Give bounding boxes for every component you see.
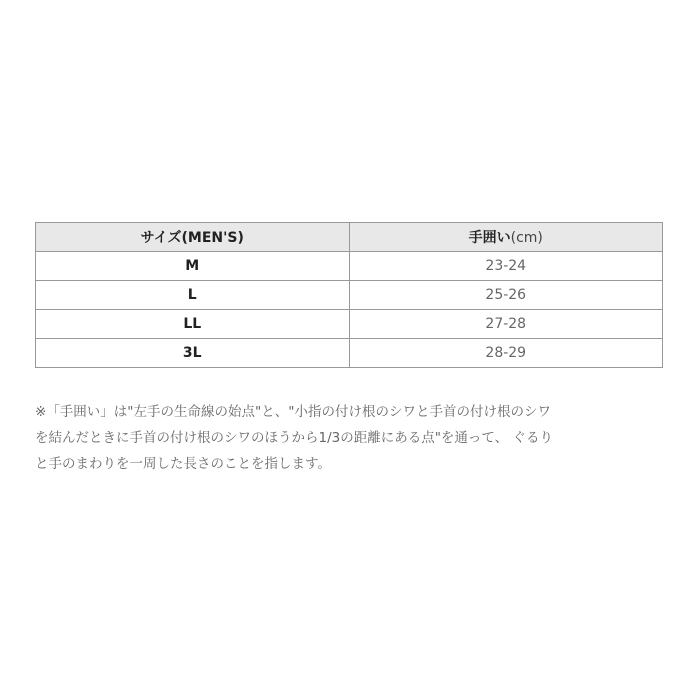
girth-cell: 23-24 [349, 252, 663, 281]
girth-column-header [349, 223, 663, 252]
girth-header-label: 手囲い [468, 230, 511, 246]
size-cell: L [36, 281, 350, 310]
girth-cell: 27-28 [349, 310, 663, 339]
table-row [36, 339, 663, 368]
size-cell: LL [36, 310, 350, 339]
note-line: と手のまわりを一周した長さのことを指します。 [35, 456, 331, 472]
girth-cell: 25-26 [349, 281, 663, 310]
girth-cell: 28-29 [349, 339, 663, 368]
size-cell: M [36, 252, 350, 281]
measurement-note [35, 399, 665, 477]
girth-header-unit: (cm) [510, 230, 543, 246]
table-row [36, 310, 663, 339]
size-column-header: サイズ(MEN'S) [36, 223, 350, 252]
note-line: を結んだときに手首の付け根のシワのほうから1/3の距離にある点"を通って、 ぐるり [35, 430, 553, 446]
size-cell: 3L [36, 339, 350, 368]
table-row [36, 281, 663, 310]
table-row [36, 252, 663, 281]
table-header-row [36, 223, 663, 252]
note-line: ※「手囲い」は"左手の生命線の始点"と、"小指の付け根のシワと手首の付け根のシワ [35, 404, 551, 420]
size-table [35, 222, 663, 368]
